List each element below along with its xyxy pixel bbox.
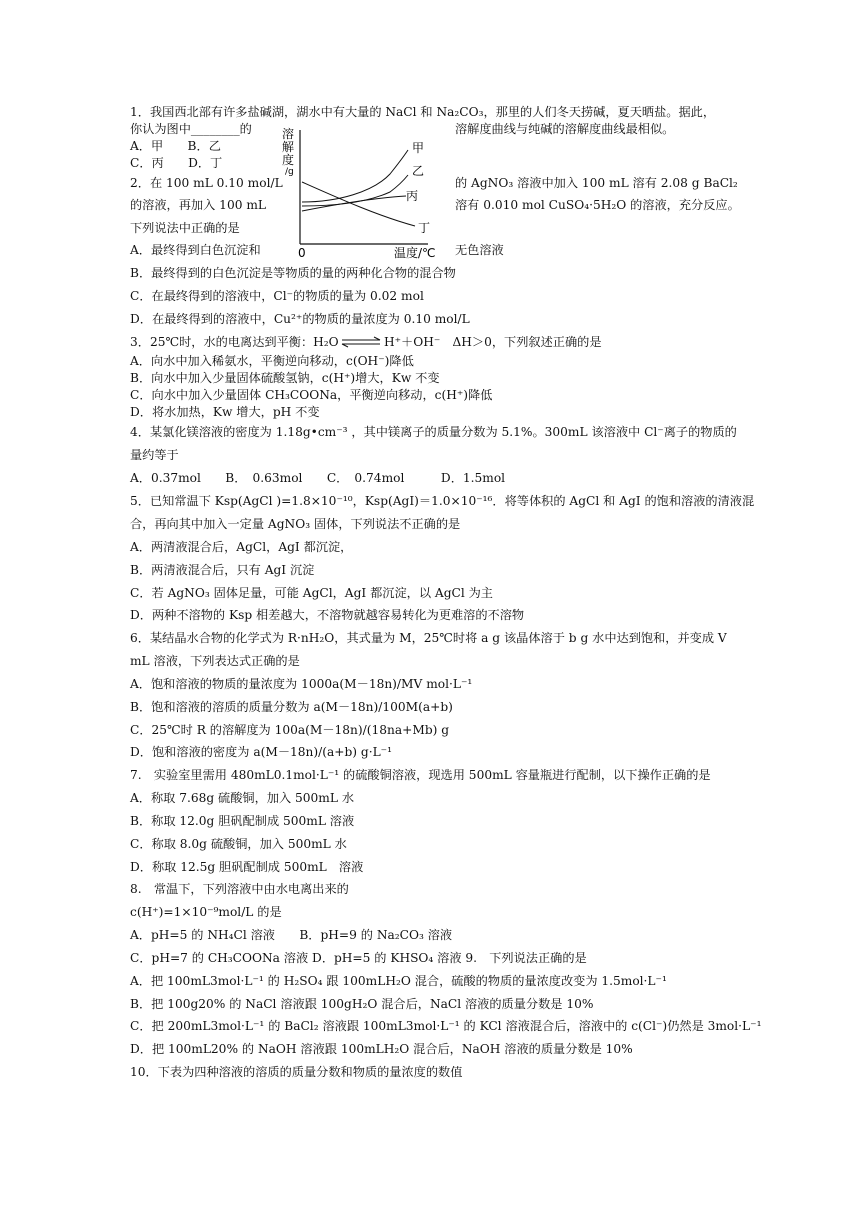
q2-option-a-part1: A．最终得到白色沉淀和 (130, 243, 261, 257)
q9-option-c: C．把 200mL3mol·L⁻¹ 的 BaCl₂ 溶液跟 100mL3mol·L⁻¹ 的 KCl 溶液混合后，溶液中的 c(Cl⁻)仍然是 3mol·L⁻¹ (130, 1019, 762, 1033)
q6-option-a: A．饱和溶液的物质的量浓度为 1000a(M－18n)/MV mol·L⁻¹ (130, 677, 473, 691)
curve-bing (302, 196, 406, 211)
q8-options-cd-and-q9-stem: C．pH=7 的 CH₃COONa 溶液 D．pH=5 的 KHSO₄ 溶液 9. 下列说法正确的是 (130, 951, 587, 965)
q4-stem-line1: 4．某氯化镁溶液的密度为 1.18g•cm⁻³ ，其中镁离子的质量分数为 5.1%。300mL 该溶液中 Cl⁻离子的物质的 (130, 425, 737, 439)
curve-ding (302, 182, 415, 226)
q2-option-d: D．在最终得到的溶液中，Cu²⁺的物质的量浓度为 0.10 mol/L (130, 312, 470, 326)
q5-option-a: A．两清液混合后，AgCl，AgI 都沉淀， (130, 540, 353, 554)
q5-stem-line2: 合，再向其中加入一定量 AgNO₃ 固体，下列说法不正确的是 (130, 517, 461, 531)
q5-option-c: C．若 AgNO₃ 固体足量，可能 AgCl，AgI 都沉淀，以 AgCl 为主 (130, 586, 493, 600)
q6-option-c: C．25℃时 R 的溶解度为 100a(M－18n)/(18na+Mb) g (130, 723, 450, 737)
q5-stem-line1: 5．已知常温下 Ksp(AgCl )=1.8×10⁻¹⁰，Ksp(AgI)＝1.0×10⁻¹⁶．将等体积的 AgCl 和 AgI 的饱和溶液的清液混 (130, 494, 755, 508)
q5-option-d: D．两种不溶物的 Ksp 相差越大，不溶物就越容易转化为更难溶的不溶物 (130, 608, 525, 622)
q10-stem: 10．下表为四种溶液的溶质的质量分数和物质的量浓度的数值 (130, 1065, 463, 1079)
curve-label-bing: 丙 (406, 189, 419, 203)
q8-stem-line2: c(H⁺)=1×10⁻⁹mol/L 的是 (130, 905, 282, 919)
q5-option-b: B．两清液混合后，只有 AgI 沉淀 (130, 563, 315, 577)
solubility-graph (278, 126, 456, 262)
graph-origin: 0 (298, 246, 306, 260)
q7-option-b: B．称取 12.0g 胆矾配制成 500mL 溶液 (130, 814, 355, 828)
q3-stem-part1: 3．25℃时，水的电离达到平衡：H₂O (130, 335, 339, 349)
y-axis-label-3: 度 (282, 153, 295, 167)
q2-stem-line2a: 的溶液，再加入 100 mL (130, 198, 266, 212)
q6-option-b: B．饱和溶液的溶质的质量分数为 a(M－18n)/100M(a+b) (130, 700, 453, 714)
q1-options-ab: A．甲 B．乙 (130, 139, 221, 153)
y-axis-label-4: /g (285, 167, 294, 177)
q8-stem-line1: 8. 常温下，下列溶液中由水电离出来的 (130, 882, 349, 896)
q9-option-a: A．把 100mL3mol·L⁻¹ 的 H₂SO₄ 跟 100mLH₂O 混合，硫酸的物质的量浓度改变为 1.5mol·L⁻¹ (130, 974, 667, 988)
q1-stem-line2b: 溶解度曲线与纯碱的溶解度曲线最相似。 (455, 122, 675, 136)
q3-option-a: A．向水中加入稀氨水，平衡逆向移动，c(OH⁻)降低 (130, 354, 414, 368)
equilibrium-arrows-icon (340, 334, 382, 350)
q6-stem-line1: 6．某结晶水合物的化学式为 R·nH₂O，其式量为 M，25℃时将 a g 该晶体溶于 b g 水中达到饱和，并变成 V (130, 631, 727, 645)
q6-option-d: D．饱和溶液的密度为 a(M－18n)/(a+b) g·L⁻¹ (130, 745, 392, 759)
q3-option-d: D．将水加热，Kw 增大，pH 不变 (130, 405, 320, 419)
q7-option-a: A．称取 7.68g 硫酸铜，加入 500mL 水 (130, 791, 355, 805)
q3-option-b: B．向水中加入少量固体硫酸氢钠，c(H⁺)增大，Kw 不变 (130, 371, 440, 385)
q2-option-c: C．在最终得到的溶液中，Cl⁻的物质的量为 0.02 mol (130, 289, 424, 303)
q3-option-c: C．向水中加入少量固体 CH₃COONa，平衡逆向移动，c(H⁺)降低 (130, 388, 493, 402)
curve-label-yi: 乙 (412, 164, 425, 178)
q2-stem-line2b: 溶有 0.010 mol CuSO₄·5H₂O 的溶液，充分反应。 (455, 198, 740, 212)
q6-stem-line2: mL 溶液，下列表达式正确的是 (130, 654, 300, 668)
q8-options-ab: A．pH=5 的 NH₄Cl 溶液 B．pH=9 的 Na₂CO₃ 溶液 (130, 928, 453, 942)
q9-option-b: B．把 100g20% 的 NaCl 溶液跟 100gH₂O 混合后，NaCl 溶液的质量分数是 10% (130, 997, 594, 1011)
curve-label-ding: 丁 (418, 221, 431, 235)
q1-options-cd: C．丙 D．丁 (130, 156, 223, 170)
curve-label-jia: 甲 (412, 141, 425, 155)
q2-stem-line1b: 的 AgNO₃ 溶液中加入 100 mL 溶有 2.08 g BaCl₂ (455, 176, 738, 190)
q7-stem: 7. 实验室里需用 480mL0.1mol·L⁻¹ 的硫酸铜溶液，现选用 500mL 容量瓶进行配制，以下操作正确的是 (130, 768, 711, 782)
q1-stem-line2a: 你认为图中________的 (130, 122, 252, 136)
y-axis-label-2: 解 (282, 140, 295, 154)
q4-stem-line2: 量约等于 (130, 448, 179, 462)
q2-stem-line1a: 2．在 100 mL 0.10 mol/L (130, 176, 283, 190)
q1-stem-line1: 1．我国西北部有许多盐碱湖，湖水中有大量的 NaCl 和 Na₂CO₃，那里的人们冬天捞碱，夏天晒盐。据此， (130, 105, 716, 119)
q2-option-b: B．最终得到的白色沉淀是等物质的量的两种化合物的混合物 (130, 266, 456, 280)
q9-option-d: D．把 100mL20% 的 NaOH 溶液跟 100mLH₂O 混合后，NaOH 溶液的质量分数是 10% (130, 1042, 633, 1056)
q4-options: A．0.37mol B． 0.63mol C． 0.74mol D．1.5mol (130, 471, 506, 485)
y-axis-label-1: 溶 (282, 127, 295, 141)
curve-jia (302, 150, 408, 202)
q3-stem-part2: H⁺＋OH⁻ ΔH＞0，下列叙述正确的是 (384, 335, 602, 349)
q7-option-c: C．称取 8.0g 硫酸铜，加入 500mL 水 (130, 837, 347, 851)
q2-stem-line3: 下列说法中正确的是 (130, 221, 240, 235)
x-axis-label: 温度/℃ (394, 246, 436, 260)
q7-option-d: D．称取 12.5g 胆矾配制成 500mL 溶液 (130, 860, 364, 874)
q2-option-a-part2: 无色溶液 (455, 243, 504, 257)
